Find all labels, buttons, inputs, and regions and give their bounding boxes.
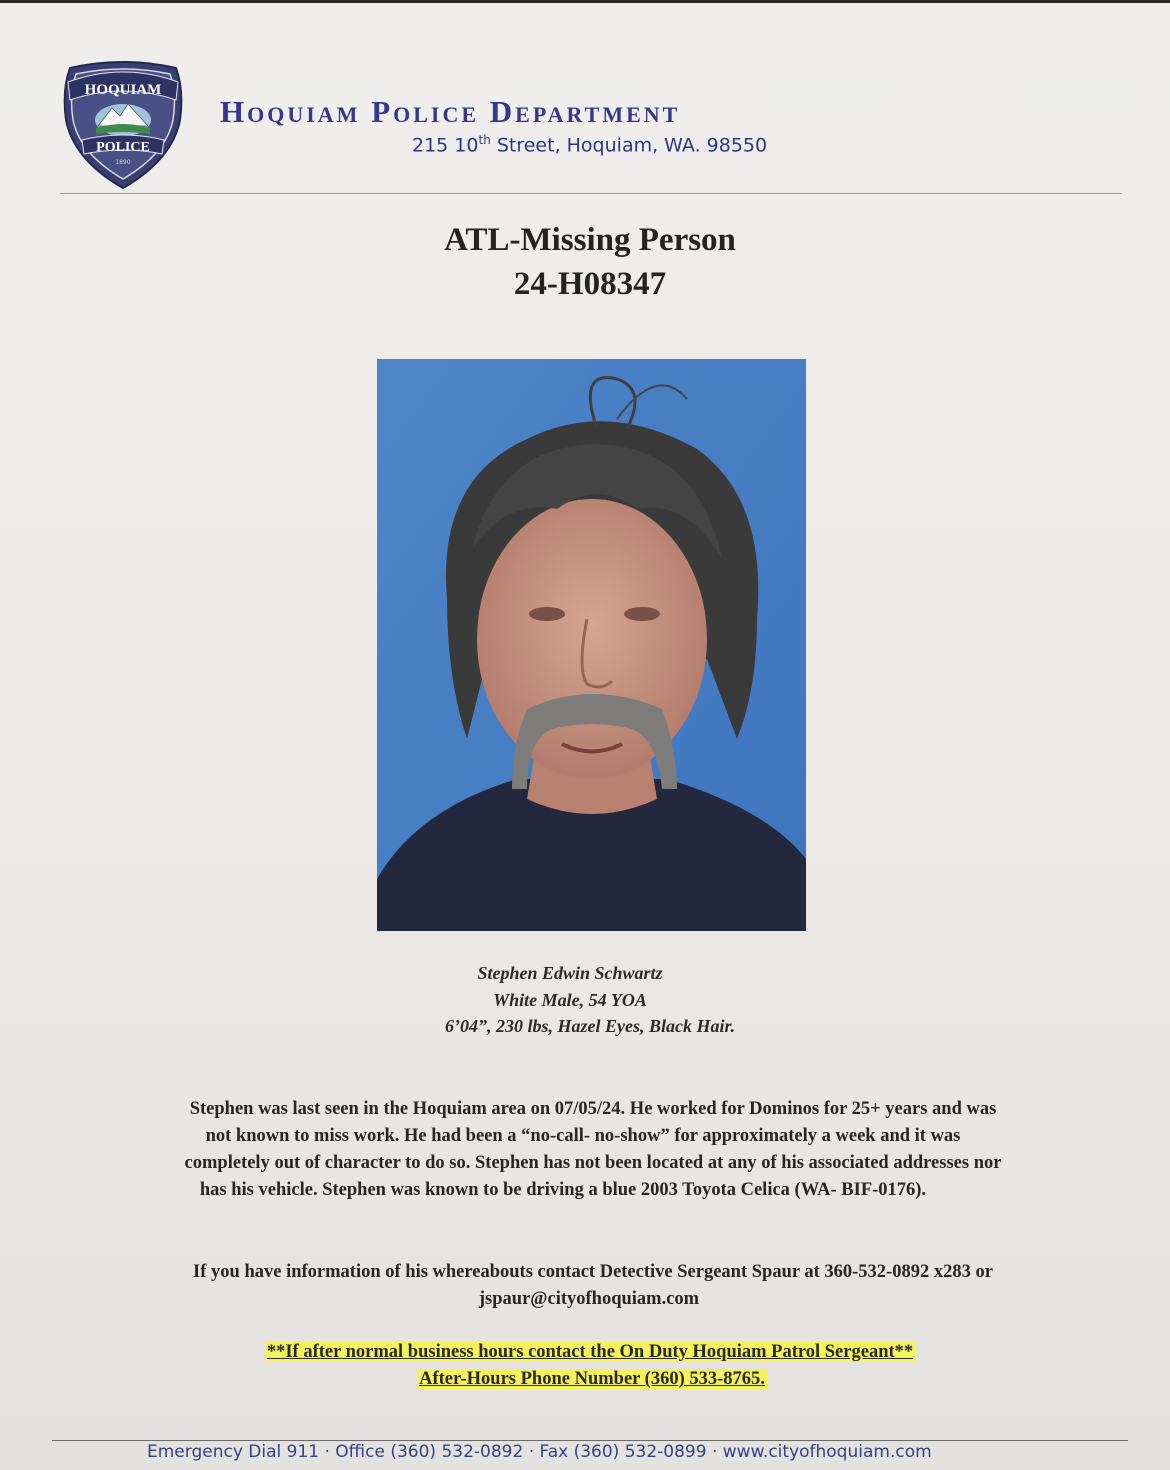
subject-name: Stephen Edwin Schwartz — [477, 963, 663, 983]
subject-demographics: White Male, 54 YOA — [493, 990, 647, 1010]
police-badge-logo — [60, 60, 186, 190]
badge-top-text: HOQUIAM — [84, 82, 162, 98]
footer-contact: Emergency Dial 911 · Office (360) 532-0892 · Fax (360) 532-0899 · www.cityofhoquiam.com — [147, 1442, 932, 1462]
department-name: Hoquiam Police Department — [220, 94, 681, 129]
after-hours-phone: After-Hours Phone Number (360) 533-8765. — [419, 1369, 765, 1389]
header-divider — [60, 193, 1122, 194]
subject-description: 6’04”, 230 lbs, Hazel Eyes, Black Hair. — [445, 1016, 735, 1036]
body-paragraph-line: Stephen was last seen in the Hoquiam area on 07/05/24. He worked for Dominos for 25+ years and was — [189, 1099, 997, 1119]
top-edge — [0, 0, 1170, 3]
department-address: 215 10th Street, Hoquiam, WA. 98550 — [412, 133, 768, 157]
badge-year-text: 1890 — [115, 159, 131, 166]
contact-email: jspaur@cityofhoquiam.com — [478, 1289, 700, 1309]
missing-person-photo — [377, 359, 806, 931]
after-hours-notice: **If after normal business hours contact the On Duty Hoquiam Patrol Sergeant** — [266, 1342, 914, 1362]
contact-info: If you have information of his whereabouts contact Detective Sergeant Spaur at 360-532-0892 x283 or — [193, 1262, 993, 1282]
body-paragraph-line: completely out of character to do so. Stephen has not been located at any of his associated addresses nor — [184, 1153, 1002, 1173]
body-paragraph-line: has his vehicle. Stephen was known to be driving a blue 2003 Toyota Celica (WA- BIF-0176). — [199, 1180, 927, 1200]
footer-divider — [52, 1440, 1128, 1441]
badge-bottom-text: POLICE — [96, 140, 150, 155]
flyer-title: ATL-Missing Person — [444, 222, 736, 258]
body-paragraph-line: not known to miss work. He had been a “no-call- no-show” for approximately a week and it was — [205, 1126, 961, 1146]
case-number: 24-H08347 — [513, 266, 667, 302]
